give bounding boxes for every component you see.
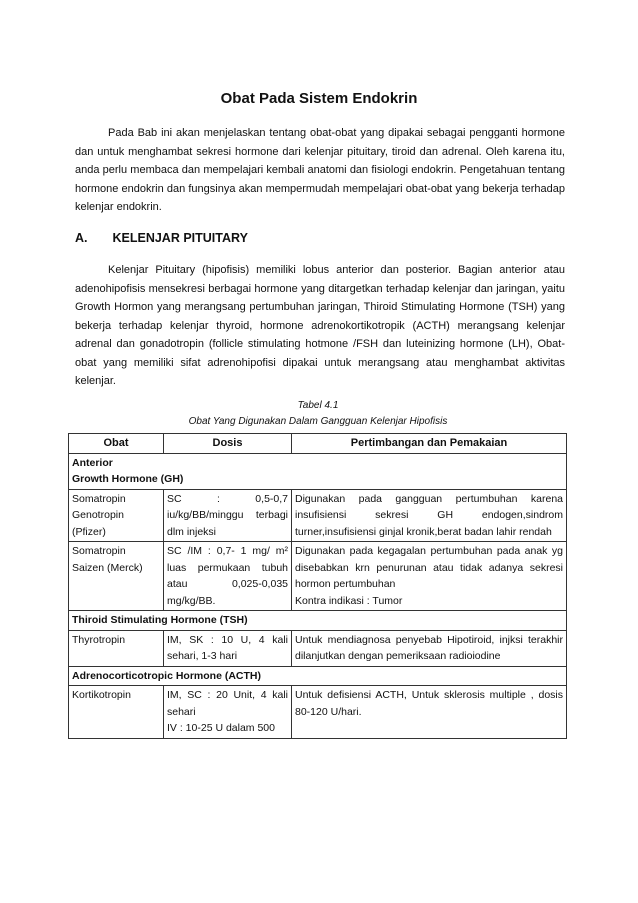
cell-pemakaian xyxy=(292,542,567,611)
cell-dosis xyxy=(164,686,292,739)
pemakaian-text: Digunakan pada kegagalan pertumbuhan pada anak yg disebabkan krn penurunan atau tidak adanya sekresi hormon pertumbuhan xyxy=(295,545,563,590)
document-title: Obat Pada Sistem Endokrin xyxy=(220,90,418,107)
table-row xyxy=(69,686,567,739)
cell-pemakaian: Untuk mendiagnosa penyebab Hipotiroid, injksi terakhir dilanjutkan dengan pemeriksaan radioiodine xyxy=(292,630,567,666)
table-row xyxy=(69,489,567,542)
table-row xyxy=(69,630,567,666)
cell-dosis: IM, SK : 10 U, 4 kali sehari, 1-3 hari xyxy=(164,630,292,666)
drug-table xyxy=(68,433,567,739)
header-dosis: Dosis xyxy=(164,434,292,454)
section-title: KELENJAR PITUITARY xyxy=(112,231,248,245)
section-heading xyxy=(75,231,248,245)
cell-dosis: SC /IM : 0,7- 1 mg/ m² luas permukaan tubuh atau 0,025-0,035 mg/kg/BB. xyxy=(164,542,292,611)
intro-paragraph: Pada Bab ini akan menjelaskan tentang obat-obat yang dipakai sebagai pengganti hormone dan untuk menghambat sekresi hormone dari kelenjar pituitary, tiroid dan adrenal. Oleh karena itu, anda perlu membaca dan mempelajari kembali anatomi dan fisiologi endokrin. Pengetahuan tentang hormone endokrin dan fungsinya akan mempermudah mempelajari obat-obat yang bekerja terhadap kelenjar endokrin. xyxy=(75,127,565,213)
table-header-row xyxy=(69,434,567,454)
cell-dosis: SC : 0,5-0,7 iu/kg/BB/minggu terbagi dlm injeksi xyxy=(164,489,292,542)
cell-obat: Kortikotropin xyxy=(69,686,164,739)
table-label: Tabel 4.1 xyxy=(297,400,339,411)
group-acth: Adrenocorticotropic Hormone (ACTH) xyxy=(69,666,567,686)
group-tsh: Thiroid Stimulating Hormone (TSH) xyxy=(69,611,567,631)
header-pemakaian: Pertimbangan dan Pemakaian xyxy=(292,434,567,454)
table-row xyxy=(69,542,567,611)
cell-obat: Somatropin Genotropin (Pfizer) xyxy=(69,489,164,542)
cell-obat: Thyrotropin xyxy=(69,630,164,666)
group-label xyxy=(69,453,567,489)
cell-pemakaian: Digunakan pada gangguan pertumbuhan karena insufisiensi sekresi GH endogen,sindrom turner,insufisiensi ginjal kronik,berat badan lahir rendah xyxy=(292,489,567,542)
section-paragraph: Kelenjar Pituitary (hipofisis) memiliki lobus anterior dan posterior. Bagian anterior atau adenohipofisis mensekresi berbagai hormone yang ditargetkan terhadap kelenjar dan jaringan, yaitu Growth Hormon yang merangsang pertumbuhan jaringan, Thiroid Stimulating Hormone (TSH) yang bekerja terhadap kelenjar thyroid, hormone adrenokortikotropik (ACTH) merangsang kelenjar adrenal dan gonadotropin (follicle stimulating hotmone /FSH dan luteinizing hormone (LH), Obat-obat yang memiliki sifat adrenohipofisi dipakai untuk merangsang atau menghambat aktivitas kelenjar. xyxy=(75,264,565,387)
group-growth-hormone: Growth Hormone (GH) xyxy=(72,473,184,485)
section-letter: A. xyxy=(75,231,88,245)
group-row-acth xyxy=(69,666,567,686)
cell-obat: Somatropin Saizen (Merck) xyxy=(69,542,164,611)
group-anterior: Anterior xyxy=(72,456,113,469)
group-row-tsh xyxy=(69,611,567,631)
kontra-indikasi: Kontra indikasi : Tumor xyxy=(295,594,403,607)
dosis-iv: IV : 10-25 U dalam 500 xyxy=(167,722,275,734)
dosis-text: IM, SC : 20 Unit, 4 kali sehari xyxy=(167,689,288,718)
header-obat: Obat xyxy=(69,434,164,454)
table-caption: Obat Yang Digunakan Dalam Gangguan Kelenjar Hipofisis xyxy=(188,416,448,427)
cell-pemakaian: Untuk defisiensi ACTH, Untuk sklerosis multiple , dosis 80-120 U/hari. xyxy=(292,686,567,739)
group-row-anterior xyxy=(69,453,567,489)
